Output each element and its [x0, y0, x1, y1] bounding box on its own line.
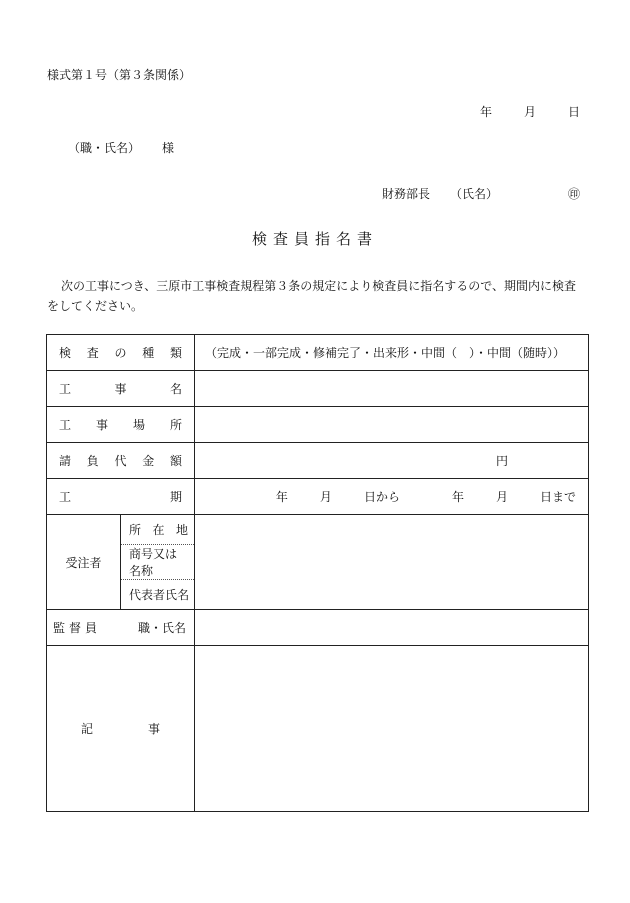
label-work-location: [47, 407, 195, 443]
label-contractor-representative: [121, 580, 195, 610]
label-char: 事: [114, 382, 127, 396]
label-char: 請: [59, 454, 72, 468]
label-char: 工: [59, 418, 72, 432]
label-text: 商号又は名称: [129, 547, 178, 578]
sender: [382, 185, 580, 202]
period-to-month: 月: [495, 490, 508, 504]
label-char: 工: [59, 490, 72, 504]
date-year: 年: [479, 105, 492, 119]
label-char: 在: [152, 523, 165, 537]
row-contract-amount: [47, 443, 589, 479]
value-supervisor[interactable]: [195, 610, 589, 646]
period-to-year: 年: [451, 490, 464, 504]
label-char: 査: [86, 346, 99, 360]
period-from-day: 日から: [363, 490, 400, 504]
sender-name: （氏名）: [450, 187, 499, 201]
value-contractor[interactable]: [195, 515, 589, 610]
row-supervisor: [47, 610, 589, 646]
date-month: 月: [523, 105, 536, 119]
seal-mark: ㊞: [568, 187, 581, 201]
label-char: 代: [114, 454, 127, 468]
label-inspection-type: [47, 335, 195, 371]
label-char: 所: [129, 523, 142, 537]
label-work-name: [47, 371, 195, 407]
value-work-location[interactable]: [195, 407, 589, 443]
label-contractor-address: [121, 515, 195, 545]
label-char: の: [114, 346, 127, 360]
label-char: 工: [59, 382, 72, 396]
period-from-month: 月: [319, 490, 332, 504]
yen-unit: 円: [495, 454, 508, 468]
label-char: 所: [169, 418, 182, 432]
label-contract-amount: [47, 443, 195, 479]
addressee-name: （職・氏名）: [68, 141, 141, 155]
value-work-period[interactable]: [195, 479, 589, 515]
issue-date: [480, 103, 580, 120]
label-char: 代: [129, 588, 142, 602]
intro-text: 次の工事につき、三原市工事検査規程第３条の規定により検査員に指名するので、期間内に検査をしてください。: [47, 279, 577, 313]
row-work-name: [47, 371, 589, 407]
label-char: 記: [81, 722, 94, 736]
label-char: 種: [142, 346, 155, 360]
row-inspection-type: [47, 335, 589, 371]
label-char: 名: [177, 588, 190, 602]
value-inspection-type[interactable]: （完成・一部完成・修補完了・出来形・中間（ ）・中間（随時））: [195, 335, 589, 371]
addressee: [68, 139, 174, 156]
label-supervisor: [47, 610, 195, 646]
inspection-form-table: [46, 334, 589, 812]
addressee-suffix: 様: [162, 141, 175, 155]
label-char: 負: [86, 454, 99, 468]
label-char: 地: [175, 523, 188, 537]
label-char: 氏: [165, 588, 178, 602]
period-to-day: 日まで: [539, 490, 576, 504]
label-char: 類: [169, 346, 182, 360]
row-work-location: [47, 407, 589, 443]
period-from-year: 年: [275, 490, 288, 504]
document-title: 検査員指名書: [251, 230, 378, 248]
row-contractor-address: [47, 515, 589, 545]
supervisor-title: 監督員: [53, 621, 102, 635]
label-contractor: 受注者: [47, 515, 121, 610]
label-char: 額: [169, 454, 182, 468]
label-remarks: [47, 646, 195, 812]
label-contractor-company: [121, 545, 195, 580]
label-char: 者: [153, 588, 166, 602]
form-number: 様式第１号（第３条関係）: [47, 68, 192, 82]
date-day: 日: [567, 105, 580, 119]
row-work-period: [47, 479, 589, 515]
label-char: 名: [169, 382, 182, 396]
label-char: 事: [95, 418, 108, 432]
label-work-period: [47, 479, 195, 515]
value-contract-amount[interactable]: [195, 443, 589, 479]
value-work-name[interactable]: [195, 371, 589, 407]
sender-title: 財務部長: [382, 187, 431, 201]
label-char: 検: [59, 346, 72, 360]
row-remarks: [47, 646, 589, 812]
supervisor-subtitle: 職・氏名: [137, 621, 186, 635]
label-char: 期: [169, 490, 182, 504]
label-char: 金: [142, 454, 155, 468]
label-char: 事: [147, 722, 160, 736]
label-char: 場: [132, 418, 145, 432]
value-remarks[interactable]: [195, 646, 589, 812]
label-char: 表: [141, 588, 154, 602]
